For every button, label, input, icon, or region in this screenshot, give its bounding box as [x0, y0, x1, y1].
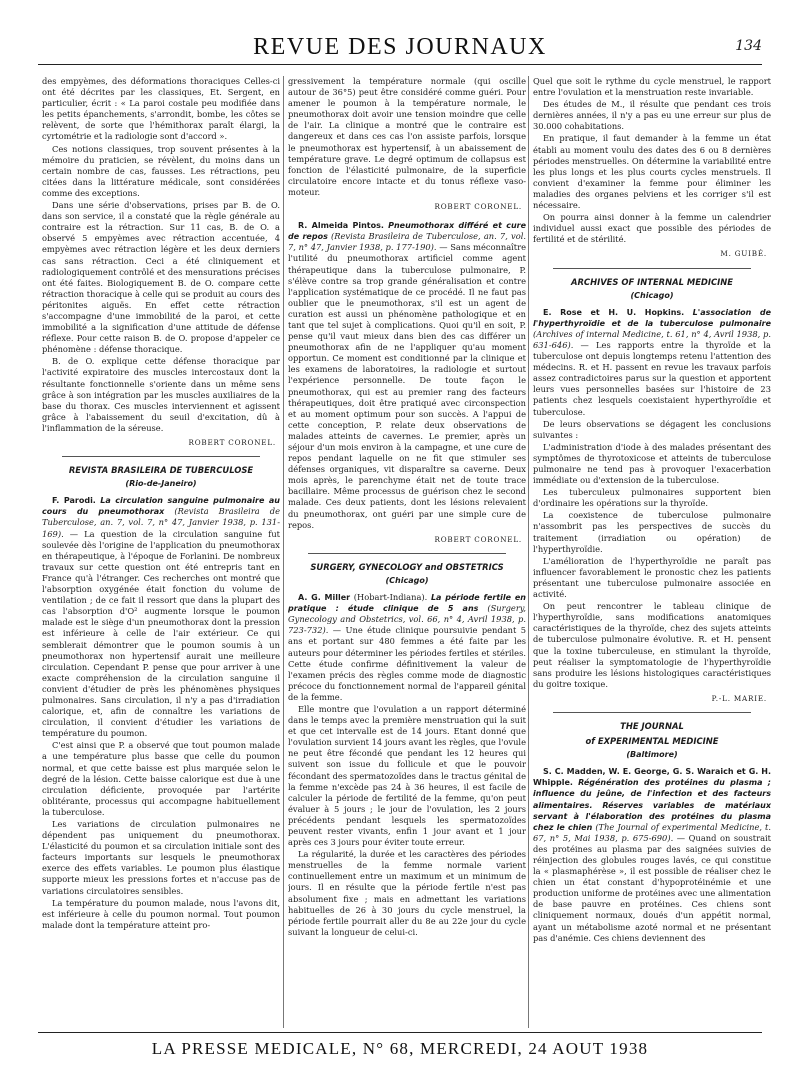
paragraph: On peut rencontrer le tableau clinique de l'hyperthyroïdie, sans modifications anatomiques caractéristiques de la thyroïde, chez des sujets atteints de tuberculose pulmonaire évolutive. R. et H. pensent que la toxine tuberculeuse, en stimulant la thyroïde, peut réaliser la symptomatologie de l'hyperthyroïdie sans produire les lésions histologiques caractéristiques du goitre toxique.: [533, 601, 771, 689]
article-entry: [288, 592, 526, 703]
paragraph: Ces notions classiques, trop souvent présentes à la mémoire du praticien, se révèlent, du moins dans un certain nombre de cas, fausses. Les rétractions, peu citées dans la littérature médicale, sont considérées comme des exceptions.: [42, 143, 280, 198]
column-middle: [288, 76, 526, 1026]
paragraph: Des études de M., il résulte que pendant ces trois dernières années, il n'y a pas eu une erreur sur plus de 30.000 cohabitations.: [533, 99, 771, 132]
article-reference: (Revista Brasileira de Tuberculose, an. 7, vol. 7, n° 47, Janvier 1938, p. 131-169).: [42, 506, 280, 539]
paragraph: Les variations de circulation pulmonaires ne dépendent pas uniquement du pneumothorax. L'élasticité du poumon et sa circulation initiale sont des facteurs importants sur lesquels le pneumothorax exerce des effets variables. Le poumon plus élastique supporte mieux les pressions fortes et n'accuse pas de variations circulatoires sensibles.: [42, 819, 280, 896]
column-divider: [283, 76, 284, 1028]
paragraph: des empyèmes, des déformations thoraciques Celles-ci ont été décrites par les classiques, Et. Sergent, en particulier, écrit : « La paroi costale peu modifiée dans les petits épanchements, s'arrondit, bombe, les côtes se relèvent, de sorte que l'hémithorax paraît élargi, la cyrtométrie et la radiologie sont d'accord ».: [42, 76, 280, 142]
section-divider: [553, 712, 751, 713]
author-signature: ROBERT CORONEL.: [434, 534, 522, 544]
article-entry: [533, 307, 771, 418]
journal-city: (Baltimore): [626, 750, 678, 760]
paragraph: En pratique, il faut demander à la femme un état établi au moment voulu des dates des 6 ou 8 dernières périodes menstruelles. On détermine la variabilité entre les plus longs et les plus courts cycles menstruels. Il convient d'examiner la femme pour éliminer les maladies des organes pelviens et les corriger s'il est nécessaire.: [533, 133, 771, 211]
article-author: S. C. Madden, W. E. George, G. S. Waraich et G. H. Whipple.: [533, 767, 771, 788]
paragraph: Elle montre que l'ovulation a un rapport déterminé dans le temps avec la première menstruation qui la suit et que cet intervalle est de 14 jours. Etant donné que l'ovulation survient 14 jours avant les règles, que l'ovule ne peut être fécondé que pendant les 12 heures qui suivent son issue du follicule et que le pouvoir fécondant des spermatozoïdes dans le tractus génital de la femme n'excède pas 24 à 36 heures, il est facile de calculer la période de fertilité de la femme, qu'on peut évaluer à 5 jours ; le jour de l'ovulation, les 2 jours précédents pendant lesquels les spermatozoïdes peuvent rester vivants, enfin 1 jour avant et 1 jour après ces 3 jours pour éviter toute erreur.: [288, 703, 526, 848]
section-divider: [308, 553, 506, 554]
article-author: E. Rose et H. U. Hopkins.: [543, 307, 685, 317]
paragraph: Quel que soit le rythme du cycle menstruel, le rapport entre l'ovulation et la menstruation reste invariable.: [533, 76, 771, 98]
article-author: R. Almeida Pintos.: [298, 221, 384, 231]
article-title: La période fertile en pratique : étude clinique de 5 ans: [288, 593, 526, 614]
article-body: — Les rapports entre la thyroïde et la tuberculose ont depuis longtemps retenu l'attention des médecins. R. et H. passent en revue les travaux parfois assez contradictoires parus sur la question et apportent leurs vues personnelles basées sur l'histoire de 23 patients chez lesquels coexistaient hyperthyroïdie et tuberculose.: [533, 339, 771, 417]
paragraph: gressivement la température normale (qui oscille autour de 36°5) peut être considéré comme guéri. Pour amener le poumon à la température normale, le pneumothorax doit avoir une tension moindre que celle de l'air. La clinique a montré que le contraire est dangereux et dans ces cas l'on assiste parfois, lorsque le pneumothorax est hypertensif, à un abaissement de température grave. Le degré optimum de collapsus est fonction de l'élasticité pulmonaire, de la superficie circulatoire encore intacte et du tonus réflexe vaso-moteur.: [288, 76, 526, 197]
journal-heading: SURGERY, GYNECOLOGY and OBSTETRICS: [310, 561, 504, 572]
section-divider: [62, 456, 260, 457]
article-reference: (Archives of internal Medicine, t. 61, n° 4, Avril 1938, p. 631-646).: [533, 328, 771, 350]
paragraph: La température du poumon malade, nous l'avons dit, est inférieure à celle du poumon normal. Tout poumon malade dont la température atteint pro-: [42, 897, 280, 930]
journal-heading: THE JOURNAL: [620, 720, 684, 731]
article-body: — La question de la circulation sanguine fut soulevée dès l'origine de l'application du pneumothorax en thérapeutique, à l'époque de Forlanini. De nombreux travaux sur cette question ont été entrepris tant en France qu'à l'étranger. Ces recherches ont montré que l'absorption oxygénée était fonction du volume de ventilation ; de ce fait il ressort que dans la plupart des cas l'absorption d'O² augmente lorsque le poumon malade est le siège d'un pneumothorax dont la pression est inférieure à celle de l'air extérieur. Ce qui semblerait démontrer que le poumon soumis à un pneumothorax non hypertensif aurait une meilleure circulation. Cependant P. pense que pour arriver à une exacte compréhension de la circulation sanguine il convient d'étudier de près les phénomènes physiques pulmonaires. Sans circulation, il n'y a pas d'irradiation calorique, et, afin de connaître les variations de circulation, il convient d'étudier les variations de température du poumon.: [42, 528, 280, 739]
journal-city: (Chicago): [385, 575, 429, 585]
journal-city: (Chicago): [630, 290, 674, 300]
article-reference: (Revista Brasileira de Tuberculose, an. 7, vol. 7, n° 47, Janvier 1938, p. 177-190).: [288, 231, 526, 253]
article-entry: [42, 495, 280, 739]
author-signature: ROBERT CORONEL.: [434, 202, 522, 212]
journal-heading: REVISTA BRASILEIRA DE TUBERCULOSE: [68, 465, 254, 476]
page-number: 134: [735, 38, 762, 54]
page-header: [38, 28, 762, 65]
journal-city: (Rio-de-Janeiro): [125, 479, 197, 489]
article-author: A. G. Miller: [298, 593, 351, 603]
journal-heading-subtitle: of EXPERIMENTAL MEDICINE: [585, 736, 719, 747]
paragraph: L'administration d'iode à des malades présentant des symptômes de thyrotoxicose et atteints de tuberculose pulmonaire ne tend pas à provoquer l'exacerbation immédiate ou d'extension de la tuberculose.: [533, 441, 771, 486]
column-divider: [528, 76, 529, 1028]
paragraph: On pourra ainsi donner à la femme un calendrier individuel aussi exact que possible des périodes de fertilité et de stérilité.: [533, 212, 771, 245]
paragraph: La coexistence de tuberculose pulmonaire n'assombrit pas les perspectives de succès du traitement (irradiation ou opération) de l'hyperthyroïdie.: [533, 510, 771, 554]
article-entry: [288, 220, 526, 531]
article-title: Régénération des protéines du plasma ; influence du jeûne, de l'infection et des facteurs alimentaires. Réserves variables de matériaux servant à l'élaboration des protéines du plasma chez le chien: [533, 778, 771, 832]
paragraph: Les tuberculeux pulmonaires supportent bien d'ordinaire les opérations sur la thyroïde.: [533, 487, 771, 509]
column-left: [42, 76, 280, 1026]
footer-publication-line: LA PRESSE MEDICALE, N° 68, MERCREDI, 24 AOUT 1938: [151, 1039, 649, 1058]
paragraph: L'amélioration de l'hyperthyroïdie ne paraît pas influencer favorablement le pronostic chez les patients présentant une tuberculose pulmonaire associée en activité.: [533, 555, 771, 600]
article-entry: [533, 766, 771, 944]
author-signature: ROBERT CORONEL.: [188, 438, 276, 447]
article-body: — Sans méconnaître l'utilité du pneumothorax artificiel comme agent thérapeutique dans la tuberculose pulmonaire, P. s'élève contre sa trop grande généralisation et contre l'application systématique de ce procédé. Il ne faut pas oublier que le pneumothorax, s'il est un agent de curation est aussi un phénomène pathologique et en tant que tel sujet à complications. Quoi qu'il en soit, P. pense qu'il vaut mieux dans bien des cas différer un pneumothorax afin de ne l'appliquer qu'au moment opportun. Ce moment est conditionné par la clinique et les examens de laboratoires, la radiologie et surtout l'expérience personnelle. De toute façon le pneumothorax, qui est au premier rang des facteurs thérapeutiques, doit être pratiqué avec circonspection et au moment optimum pour son succès. A l'appui de cette conception, P. relate deux observations de malades atteints de cavernes. Le premier, après un séjour d'un mois environ à la campagne, et une cure de repos pendant laquelle on ne fit que stimuler ses défenses organiques, vit disparaître sa caverne. Deux mois après, le parenchyme était net de toute trace bacillaire. Même processus de guérison chez le second malade. Ces deux patients, dont les lésions relevaient du pneumothorax, ont guéri par une simple cure de repos.: [288, 242, 526, 530]
article-reference: (The Journal of experimental Medicine, t. 67, n° 5, Mai 1938, p. 675-690).: [533, 821, 771, 843]
article-title: L'association de l'hyperthyroïdie et de la tuberculose pulmonaire: [533, 307, 771, 328]
paragraph: C'est ainsi que P. a observé que tout poumon malade a une température plus basse que celle du poumon normal, et que cette baisse est plus marquée selon le degré de la lésion. Cette baisse calorique est due à une circulation déficiente, provoquée par l'artérite oblitérante, processus qui accompagne habituellement la tuberculose.: [42, 740, 280, 817]
author-location: (Hobart-Indiana).: [353, 592, 428, 603]
article-title: Pneumothorax différé et cure de repos: [288, 221, 526, 242]
page-footer: [38, 1032, 762, 1067]
article-body: — Quand on soustrait des protéines au plasma par des saignées suivies de réinjection des globules rouges lavés, ce qui constitue la « plasmaphérèse », il est possible de réaliser chez le chien un état constant d'hypoprotéinémie et une production uniforme de protéines avec une alimentation de base pauvre en protéines. Ces chiens sont cliniquement normaux, doués d'un appétit normal, ayant un métabolisme azoté normal et ne présentant pas d'anémie. Ces chiens deviennent des: [533, 832, 771, 943]
author-signature: M. GUIBÉ.: [720, 249, 767, 259]
paragraph: Dans une série d'observations, prises par B. de O. dans son service, il a constaté que la règle générale au contraire est la rétraction. Sur 11 cas, B. de O. a observé 5 empyèmes avec rétraction accentuée, 4 empyèmes avec rétraction légère et les deux derniers cas sans rétraction. Ceci a été cliniquement et radiologiquement contrôlé et des mensurations précises ont été faites. Biologiquement B. de O. compare cette rétraction thoracique à celle qui se produit au cours des péritonites aiguës. En effet cette rétraction s'accompagne d'une immobilité de la paroi, et cette immobilité a la signification d'une attitude de défense réflexe. Pour cette raison B. de O. propose d'appeler ce phénomène : défense thoracique.: [42, 200, 280, 355]
paragraph: La régularité, la durée et les caractères des périodes menstruelles de la femme normale varient continuellement entre un maximum et un minimum de jours. Il en résulte que la période fertile n'est pas absolument fixe ; mais en admettant les variations habituelles de 26 à 30 jours du cycle menstruel, la période fertile pourrait aller du 8e au 22e jour du cycle suivant la longueur de celui-ci.: [288, 849, 526, 937]
article-title: La circulation sanguine pulmonaire au cours du pneumothorax: [42, 496, 280, 517]
column-right: [533, 76, 771, 1026]
article-body: — Une étude clinique poursuivie pendant 5 ans et portant sur 480 femmes a été faite par les auteurs pour déterminer les périodes fertiles et stériles. Cette étude confirme définitivement la valeur de l'examen précis des règles comme mode de diagnostic précoce du fonctionnement normal de l'appareil génital de la femme.: [288, 625, 526, 702]
paragraph: De leurs observations se dégagent les conclusions suivantes :: [533, 418, 771, 440]
paragraph: B. de O. explique cette défense thoracique par l'activité expiratoire des muscles intercostaux dont la résultante fonctionnelle s'oriente dans un même sens grâce à son intégration par les muscles auxiliaires de la base du thorax. Ces muscles interviennent et agissent grâce à l'abaissement du seuil d'excitation, dû à l'inflammation de la séreuse.: [42, 356, 280, 433]
page-title: REVUE DES JOURNAUX: [253, 34, 547, 60]
article-reference: (Surgery, Gynecology and Obstetrics, vol. 66, n° 4, Avril 1938, p. 723-732).: [288, 603, 526, 636]
section-divider: [553, 268, 751, 269]
article-author: F. Parodi.: [52, 496, 96, 506]
author-signature: P.-L. MARIE.: [711, 693, 767, 703]
journal-heading: ARCHIVES OF INTERNAL MEDICINE: [571, 276, 733, 287]
